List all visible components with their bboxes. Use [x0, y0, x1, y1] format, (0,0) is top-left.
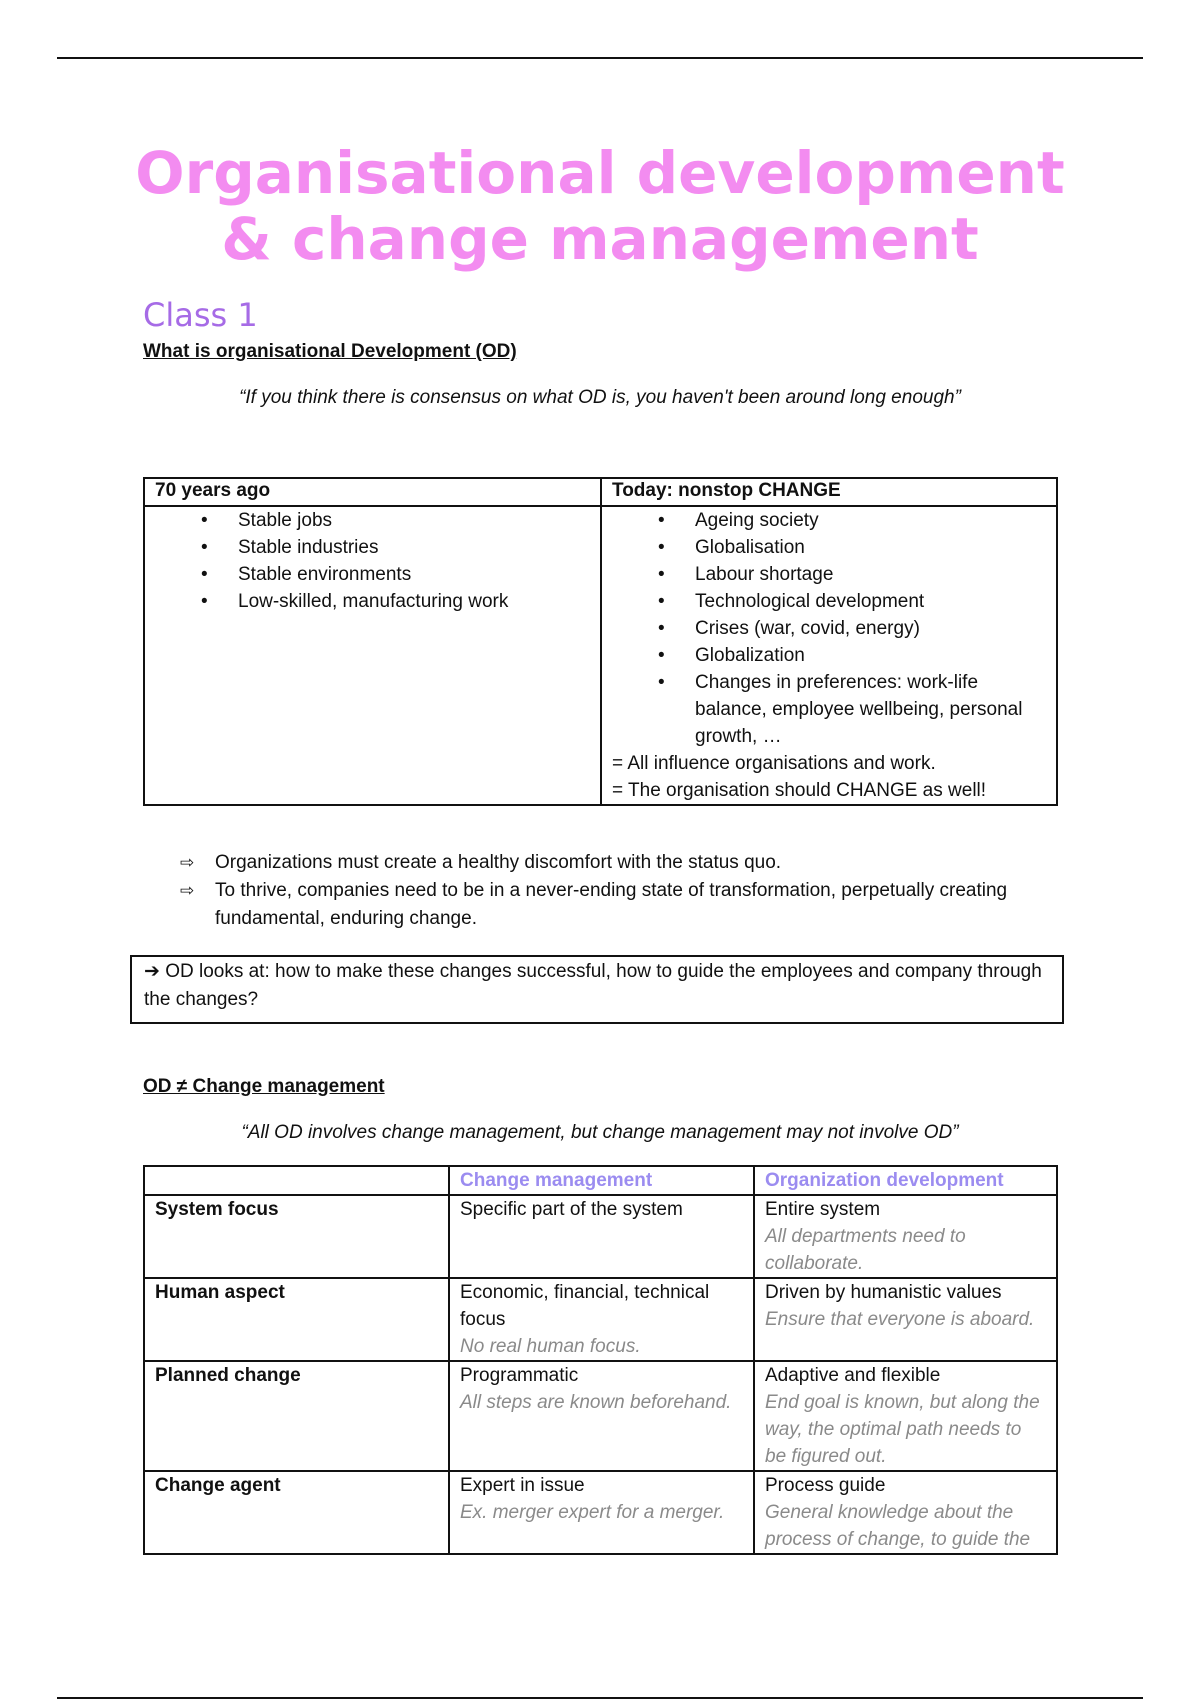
arrow-point: [180, 877, 1080, 933]
list-item: • Globalization: [612, 642, 1046, 669]
od-note: Ensure that everyone is aboard.: [765, 1309, 1035, 1330]
title-line-2: & change management: [221, 205, 979, 273]
cm-cell: [449, 1195, 754, 1278]
od-cell: [754, 1471, 1057, 1554]
cm-cell: [449, 1361, 754, 1471]
od-cell: [754, 1278, 1057, 1361]
bottom-rule: [57, 1697, 1143, 1699]
col2-header: Today: nonstop CHANGE: [601, 478, 1057, 506]
list-item: • Low-skilled, manufacturing work: [155, 588, 590, 615]
od-cell: [754, 1361, 1057, 1471]
section-heading-od-vs-cm: OD ≠ Change management: [143, 1076, 385, 1097]
list-item: • Technological development: [612, 588, 1046, 615]
od-note: General knowledge about the process of change, to guide the: [765, 1502, 1031, 1550]
cm-text: Programmatic: [460, 1365, 579, 1386]
list-item: • Ageing society: [612, 507, 1046, 534]
past-list: [155, 507, 590, 615]
section-heading-od: What is organisational Development (OD): [143, 341, 517, 362]
od-summary-box: [130, 955, 1064, 1024]
col1-cell: [144, 506, 601, 805]
row-label: Change agent: [144, 1471, 449, 1554]
od-note: All departments need to collaborate.: [765, 1226, 966, 1274]
row-label: Planned change: [144, 1361, 449, 1471]
list-item: • Stable industries: [155, 534, 590, 561]
past-vs-today-table: [143, 477, 1058, 806]
cm-note: All steps are known beforehand.: [460, 1392, 732, 1413]
od-vs-cm-table: [143, 1165, 1058, 1555]
od-cm-quote: “All OD involves change management, but change management may not involve OD”: [241, 1122, 959, 1143]
od-quote: “If you think there is consensus on what OD is, you haven't been around long enough”: [239, 387, 961, 408]
od-text: Adaptive and flexible: [765, 1365, 941, 1386]
hollow-arrow-icon: ⇨: [180, 853, 195, 872]
table-row: [144, 1361, 1057, 1471]
row-label: Human aspect: [144, 1278, 449, 1361]
bold-arrow-icon: ➔: [144, 961, 160, 982]
col2-cell: [601, 506, 1057, 805]
hollow-arrow-icon: ⇨: [180, 881, 195, 900]
od-note: End goal is known, but along the way, the optimal path needs to be figured out.: [765, 1392, 1040, 1467]
cm-text: Economic, financial, technical focus: [460, 1282, 710, 1330]
class-heading: Class 1: [143, 296, 258, 334]
od-text: Driven by humanistic values: [765, 1282, 1002, 1303]
title-line-1: Organisational development: [135, 139, 1065, 207]
od-summary-text: OD looks at: how to make these changes successful, how to guide the employees and company through the changes?: [144, 961, 1042, 1010]
document-title: [100, 140, 1100, 272]
today-list: [612, 507, 1046, 750]
arrow-point-text: To thrive, companies need to be in a never-ending state of transformation, perpetually creating fundamental, enduring change.: [215, 880, 1008, 929]
cm-text: Specific part of the system: [460, 1199, 683, 1220]
cm-note: No real human focus.: [460, 1336, 641, 1357]
conclusion-1: = All influence organisations and work.: [612, 753, 936, 774]
cm-text: Expert in issue: [460, 1475, 585, 1496]
row-label: System focus: [144, 1195, 449, 1278]
table-row: [144, 1471, 1057, 1554]
list-item: • Crises (war, covid, energy): [612, 615, 1046, 642]
arrow-points: [180, 849, 1080, 933]
arrow-point-text: Organizations must create a healthy discomfort with the status quo.: [215, 852, 782, 873]
list-item: • Globalisation: [612, 534, 1046, 561]
list-item: • Stable environments: [155, 561, 590, 588]
od-text: Entire system: [765, 1199, 881, 1220]
header-organization-development: Organization development: [754, 1166, 1057, 1195]
table-row: [144, 1195, 1057, 1278]
col1-header: 70 years ago: [144, 478, 601, 506]
cm-cell: [449, 1278, 754, 1361]
list-item: • Labour shortage: [612, 561, 1046, 588]
list-item: • Changes in preferences: work-life balance, employee wellbeing, personal growth, …: [612, 669, 1046, 750]
conclusion-2: = The organisation should CHANGE as well!: [612, 780, 987, 801]
header-change-management: Change management: [449, 1166, 754, 1195]
cm-cell: [449, 1471, 754, 1554]
header-empty: [144, 1166, 449, 1195]
cm-note: Ex. merger expert for a merger.: [460, 1502, 725, 1523]
od-text: Process guide: [765, 1475, 886, 1496]
table-row: [144, 1278, 1057, 1361]
top-rule: [57, 57, 1143, 59]
od-cell: [754, 1195, 1057, 1278]
list-item: • Stable jobs: [155, 507, 590, 534]
arrow-point: [180, 849, 1080, 877]
